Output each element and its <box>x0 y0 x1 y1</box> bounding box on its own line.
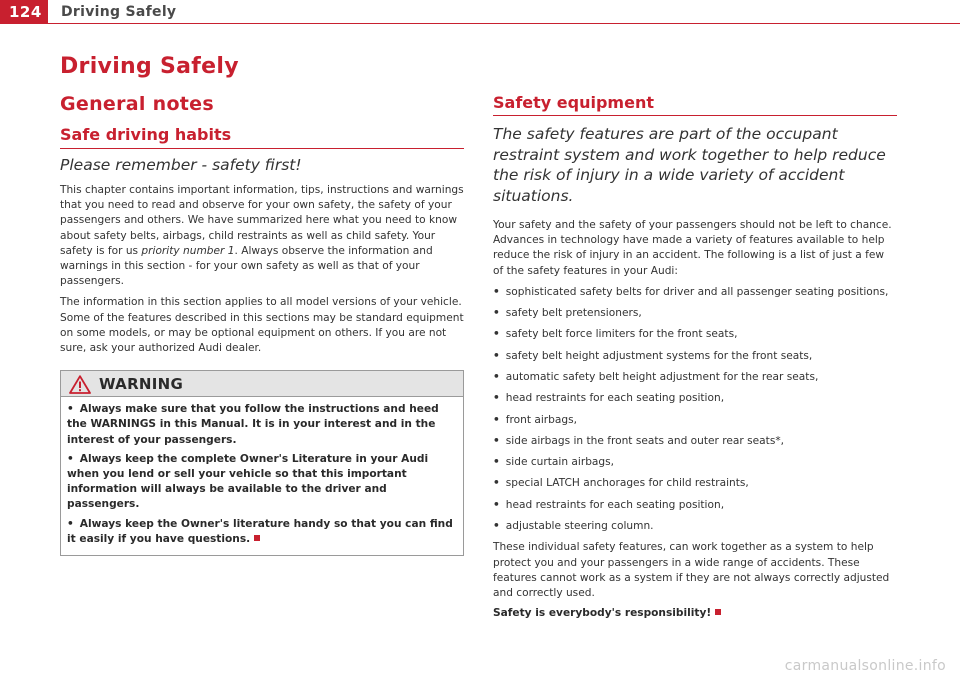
lead-safety-first: Please remember - safety first! <box>60 156 302 174</box>
list-item: • safety belt height adjustment systems for the front seats, <box>493 349 813 362</box>
end-of-section-marker <box>254 535 260 541</box>
emphasis-priority: priority number 1 <box>141 244 235 257</box>
list-item: • special LATCH anchorages for child restraints, <box>493 477 749 490</box>
warning-item: • Always keep the complete Owner's Literature in your Audi when you lend or sell your vehicle so that this important information will always be available to the driver and passengers. <box>67 452 429 511</box>
warning-box <box>60 370 464 556</box>
safety-feature-list <box>493 285 897 534</box>
paragraph-chapter-intro: This chapter contains important information, tips, instructions and warnings that you need to read and observe for your own safety, the safety of your passengers and others. We have summarized here what you need to know about safety belts, airbags, child restraints as well as child safety. Your safety is for us priority number 1. Always observe the information and warnings in this section - for your own safety as well as that of your passengers. <box>60 184 464 288</box>
list-item: • side curtain airbags, <box>493 456 615 469</box>
warning-triangle-icon <box>69 375 91 394</box>
warning-item: • Always make sure that you follow the instructions and heed the WARNINGS in this Manual. It is in your interest and in the interest of your passengers. <box>67 403 439 446</box>
end-of-section-marker <box>715 609 721 615</box>
subsection-title-safe-driving: Safe driving habits <box>60 125 464 149</box>
paragraph-safety-intro: Your safety and the safety of your passengers should not be left to chance. Advances in technology have made a variety of features available to help reduce the risk of injury in an accident. The following is a list of just a few of the safety features in your Audi: <box>493 219 892 277</box>
section-title-safety-equipment: Safety equipment <box>493 93 897 116</box>
warning-header <box>61 371 463 397</box>
watermark: carmanualsonline.info <box>784 658 946 674</box>
header-rule <box>48 23 960 24</box>
warning-body <box>61 397 463 555</box>
left-column <box>60 93 464 556</box>
list-item: • adjustable steering column. <box>493 520 654 533</box>
list-item: • automatic safety belt height adjustment for the rear seats, <box>493 371 819 383</box>
paragraph-safety-system: These individual safety features, can work together as a system to help protect you and your passengers in a wide range of accidents. These features cannot work as a system if they are not always correctly adjusted and correctly used. <box>493 541 890 599</box>
list-item: • safety belt force limiters for the front seats, <box>493 328 738 341</box>
page-number: 124 <box>0 0 48 24</box>
closing-statement: Safety is everybody's responsibility! <box>493 607 897 619</box>
section-title-general-notes: General notes <box>60 93 214 115</box>
running-header: Driving Safely <box>61 4 177 20</box>
right-column <box>493 93 897 619</box>
list-item: • head restraints for each seating position, <box>493 498 725 511</box>
warning-title: WARNING <box>99 374 184 393</box>
paragraph-model-versions: The information in this section applies to all model versions of your vehicle. Some of the features described in this sections may be standard equipment on some models, or may be optional equipment on others. If you are not sure, ask your authorized Audi dealer. <box>60 296 464 355</box>
list-item: • front airbags, <box>493 413 577 426</box>
list-item: • head restraints for each seating position, <box>493 392 725 405</box>
warning-item: • Always keep the Owner's literature handy so that you can find it easily if you have questions. <box>67 517 453 545</box>
list-item: • safety belt pretensioners, <box>493 307 642 320</box>
list-item: • sophisticated safety belts for driver and all passenger seating positions, <box>493 285 889 298</box>
chapter-title: Driving Safely <box>60 54 239 79</box>
list-item: • side airbags in the front seats and outer rear seats*, <box>493 434 784 447</box>
lead-safety-features: The safety features are part of the occupant restraint system and work together to help reduce the risk of injury in a wide variety of accident situations. <box>493 125 886 205</box>
